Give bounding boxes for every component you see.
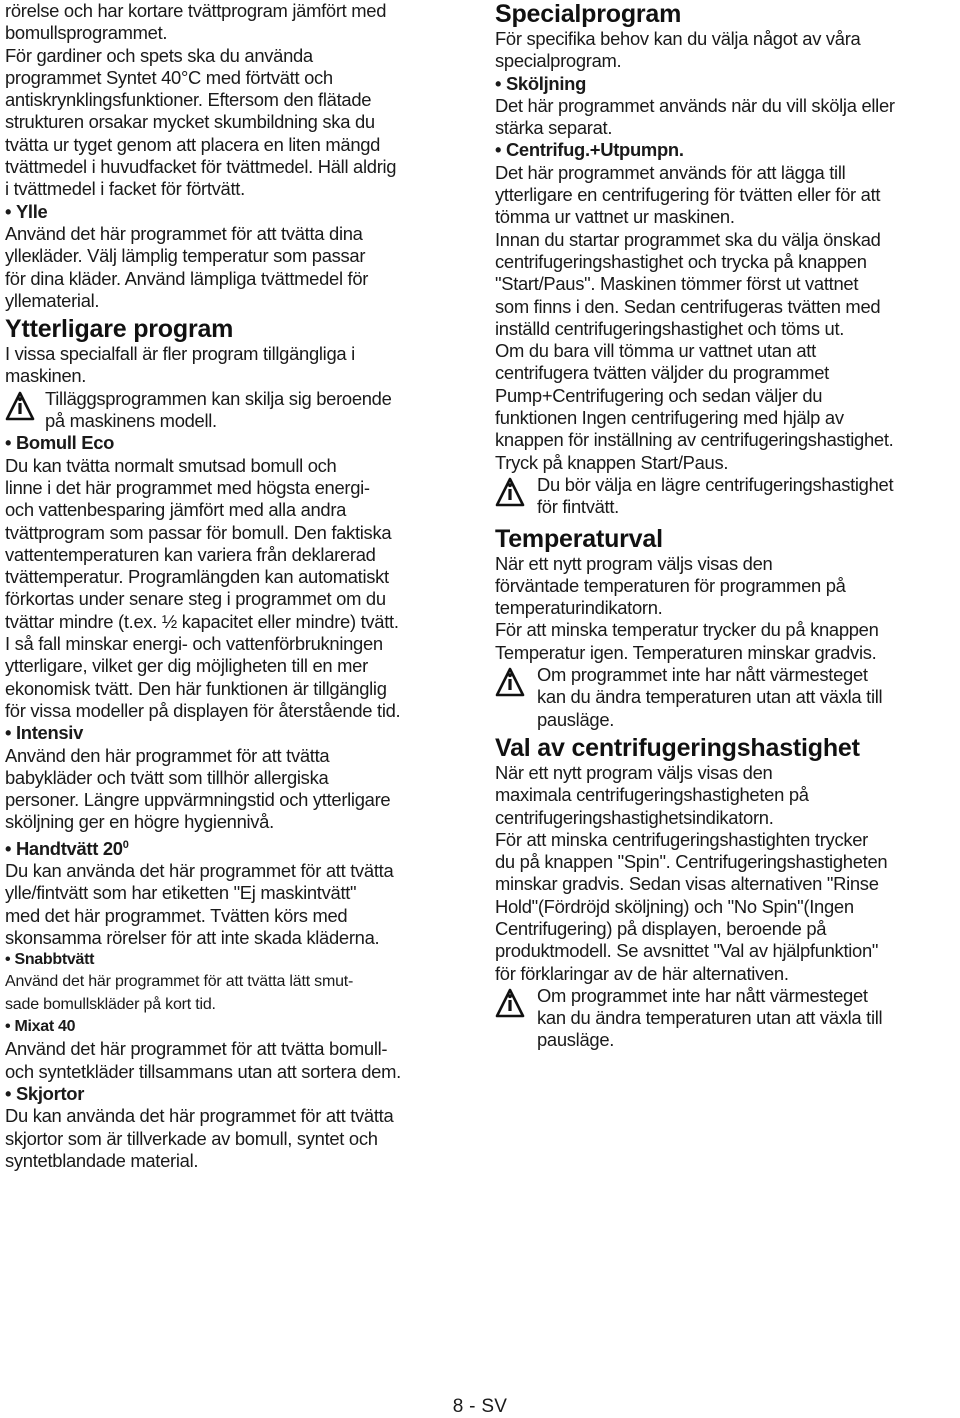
mixat-text: Använd det här programmet för att tvätta bomull- och syntetkläder tillsammans utan att sortera dem.: [5, 1038, 401, 1082]
info-icon: [495, 667, 525, 697]
intro-paragraph: rörelse och har kortare tvättprogram jämfört med bomullsprogrammet. För gardiner och spets ska du använda programmet Syntet 40°C med förtvätt och antiskrynklingsfunktioner. Eftersom den flätade strukturen orsakar mycket skumbildning ska du tvätta ur tyget genom att placera en liten mängd tvättmedel i huvudfacket för tvättmedel. Häll aldrig i tvättmedel i facket för förtvätt.: [5, 0, 397, 200]
skjortor-text: Du kan använda det här programmet för att tvätta skjortor som är tillverkade av bomull, syntet och syntetblandade material.: [5, 1105, 394, 1171]
centrifug-heading: • Centrifug.+Utpumpn.: [495, 139, 957, 161]
bomull-eco-text: Du kan tvätta normalt smutsad bomull och linne i det här programmet med högsta energi- och vattenbesparing jämfört med alla andra tvättprogram som passar för bomull. Den faktiska vattentemperaturen kan variera från deklarerad tvättemperatur. Programlängden kan automatiskt förkortas under senare steg i programmet om du tvättar mindre (t.ex. ½ kapacitet eller mindre) tvätt. I så fall minskar energi- och vattenförbrukningen ytterligare, vilket ger dig möjligheten till en mer ekonomisk tvätt. Den här funktionen är tillgänglig för vissa modeller på displayen för återstående tid.: [5, 454, 401, 721]
intensiv-text: Använd den här programmet för att tvätta babykläder och tvätt som tillhör allergiska personer. Längre uppvärmningstid och ytterligare sköljning ger en högre hygiennivå.: [5, 744, 391, 833]
handtvatt-heading: [5, 838, 460, 860]
ytterligare-note-text: Tilläggsprogrammen kan skilja sig beroende på maskinens modell.: [45, 387, 392, 432]
centrifug-note-text: Du bör välja en lägre centrifugeringshastighet för fintvätt.: [537, 473, 894, 518]
ylle-text: Använd det här programmet för att tvätta dina ylleкläder. Välj lämplig temperatur som passar för dina kläder. Använd lämpliga tvättmedel för yllematerial.: [5, 222, 369, 311]
handtvatt-text: Du kan använda det här programmet för att tvätta ylle/fintvätt som har etiketten "Ej maskintvätt" med det här programmet. Tvätten körs med skonsamma rörelser för att inte skada kläderna.: [5, 859, 394, 948]
snabbtvatt-text: Använd det här programmet för att tvätta lätt smut- sade bomullskläder på kort tid.: [5, 973, 354, 1013]
page-number: 8 - SV: [452, 1396, 508, 1417]
ytterligare-heading: Ytterligare program: [5, 315, 234, 344]
centrifugval-note: [495, 985, 957, 1052]
centrifugval-note-text: Om programmet inte har nått värmesteget kan du ändra temperaturen utan att växla till pausläge.: [537, 984, 883, 1051]
skjortor-heading: • Skjortor: [5, 1083, 460, 1105]
centrifugval-text: När ett nytt program väljs visas den maximala centrifugeringshastigheten på centrifugeringshastighetsindikatorn. För att minska centrifugeringshastighten trycker du på knappen "Spin". Centrifugeringshastigheten minskar gradvis. Sedan visas alternativen "Rinse Hold"(Fördröjd sköljning) och "No Spin"(Ingen Centrifugering) på displayen, beroende på produktmodell. Se avsnittet "Val av hjälpfunktion" för förklaringar av de här alternativen.: [495, 761, 888, 984]
bomull-eco-heading: • Bomull Eco: [5, 432, 460, 454]
temperaturval-heading: Temperaturval: [495, 524, 663, 553]
handtvatt-title: Handtvätt 20: [15, 837, 123, 859]
special-heading: Specialprogram: [495, 0, 682, 28]
skoljning-heading: • Sköljning: [495, 73, 957, 95]
temperaturval-text: När ett nytt program väljs visas den förväntade temperaturen för programmen på temperaturindikatorn. För att minska temperatur trycker du på knappen Temperatur igen. Temperaturen minskar gradvis.: [495, 552, 879, 663]
temperaturval-note-text: Om programmet inte har nått värmesteget kan du ändra temperaturen utan att växla till pausläge.: [537, 664, 883, 730]
handtvatt-degree: 0: [122, 838, 129, 851]
left-column: [5, 0, 460, 1172]
info-icon: [495, 988, 525, 1018]
centrifugval-heading: Val av centrifugeringshastighet: [495, 733, 860, 762]
special-text: För specifika behov kan du välja något av våra specialprogram.: [495, 28, 861, 72]
centrifug-text: Det här programmet används för att lägga till ytterligare en centrifugering för tvätten eller för att tömma ur vattnet ur maskinen. Innan du startar programmet ska du välja önskad centrifugeringshastighet och trycka på knappen "Start/Paus". Maskinen tömmer först ut vattnet som finns i den. Sedan centrifugeras tvätten med inställd centrifugeringshastighet och töms ut. Om du bara vill tömma ur vattnet utan att centrifugera tvätten väljder du programmet Pump+Centrifugering och sedan väljer du funktionen Ingen centrifugering med hjälp av knappen för inställning av centrifugeringshastighet. Tryck på knappen Start/Paus.: [495, 161, 894, 473]
skoljning-text: Det här programmet används när du vill skölja eller stärka separat.: [495, 94, 895, 139]
mixat-heading: • Mixat 40: [5, 1016, 460, 1038]
info-icon: [495, 477, 525, 507]
ytterligare-note: [5, 388, 460, 433]
right-column: [495, 0, 957, 1052]
centrifug-note: [495, 474, 957, 519]
page-footer: [0, 1396, 960, 1418]
ytterligare-text: I vissa specialfall är fler program tillgängliga i maskinen.: [5, 343, 355, 387]
intensiv-heading: • Intensiv: [5, 722, 460, 744]
ylle-heading: • Ylle: [5, 201, 460, 223]
snabbtvatt-heading: • Snabbtvätt: [5, 949, 460, 971]
temperaturval-note: [495, 664, 957, 731]
info-icon: [5, 391, 35, 421]
